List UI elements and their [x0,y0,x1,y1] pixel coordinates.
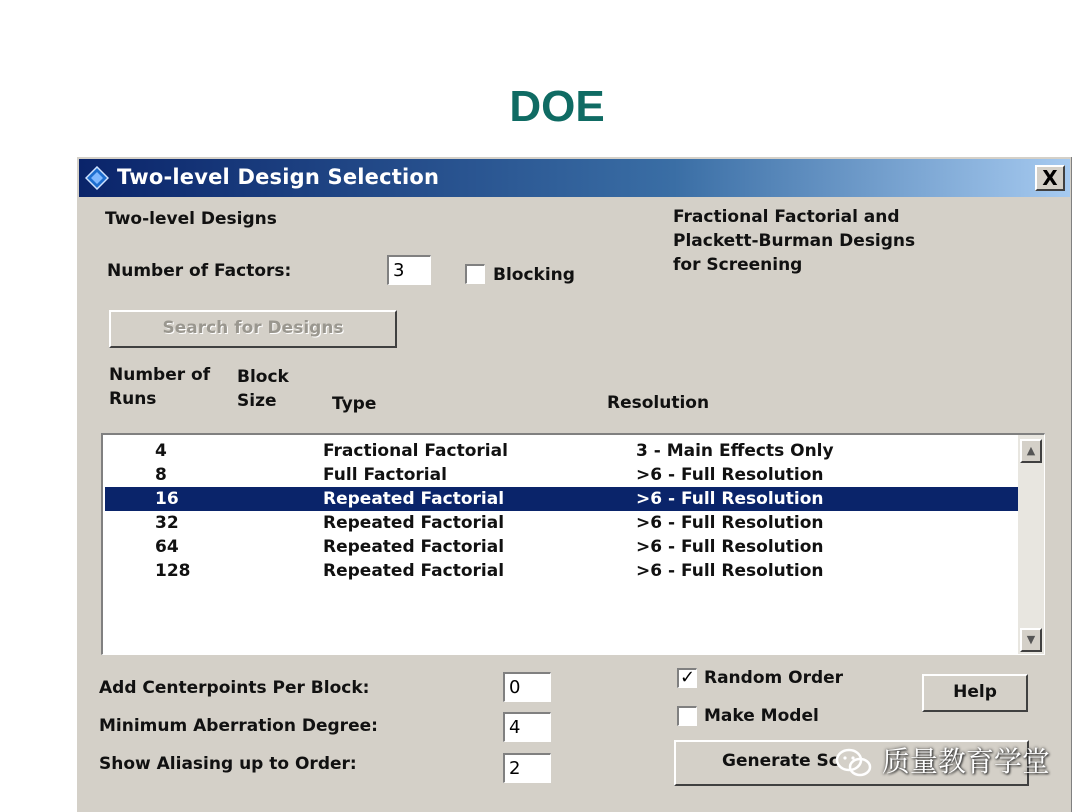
make-model-checkbox[interactable] [677,706,697,726]
slide-title: DOE [509,82,605,131]
design-resolution: >6 - Full Resolution [636,561,824,581]
design-row[interactable] [105,559,1023,583]
info-line-3: for Screening [673,255,803,275]
make-model-label: Make Model [704,706,819,726]
design-runs: 128 [155,561,191,581]
design-row[interactable] [105,535,1023,559]
design-resolution: >6 - Full Resolution [636,537,824,557]
col-runs-line-1: Number of [109,365,211,385]
design-row[interactable] [105,511,1023,535]
col-runs-line-2: Runs [109,389,157,409]
design-type: Repeated Factorial [323,537,505,557]
aberration-label: Minimum Aberration Degree: [99,716,378,736]
col-resolution: Resolution [607,393,710,413]
aliasing-label: Show Aliasing up to Order: [99,754,357,774]
close-button[interactable]: X [1035,165,1065,191]
centerpoints-input[interactable]: 0 [503,672,551,702]
list-scrollbar[interactable] [1018,435,1044,654]
factors-input[interactable]: 3 [387,255,431,285]
design-runs: 8 [155,465,167,485]
design-runs: 64 [155,537,179,557]
design-resolution: >6 - Full Resolution [636,513,824,533]
info-line-1: Fractional Factorial and [673,207,900,227]
design-type: Repeated Factorial [323,561,505,581]
design-resolution: >6 - Full Resolution [636,465,824,485]
design-row[interactable] [105,463,1023,487]
col-block-line-1: Block [237,367,289,387]
blocking-label: Blocking [493,265,575,285]
app-diamond-icon [85,166,109,190]
watermark-text: 质量教育学堂 [881,745,1050,778]
dialog-title: Two-level Design Selection [117,165,440,189]
design-runs: 32 [155,513,179,533]
scroll-down-icon[interactable]: ▼ [1020,628,1042,652]
aberration-input[interactable]: 4 [503,712,551,742]
design-runs: 4 [155,441,167,461]
design-resolution: >6 - Full Resolution [636,489,824,509]
col-type: Type [332,394,377,414]
random-order-label: Random Order [704,668,844,688]
info-line-2: Plackett-Burman Designs [673,231,916,251]
section-label: Two-level Designs [105,209,277,229]
random-order-checkbox[interactable]: ✓ [677,668,697,688]
col-block-line-2: Size [237,391,277,411]
generate-button[interactable]: Generate Sc [674,740,1029,786]
design-runs: 16 [155,489,179,509]
design-row[interactable] [105,439,1023,463]
designs-list[interactable] [101,433,1045,655]
dialog-titlebar[interactable] [79,159,1070,197]
blocking-checkbox[interactable] [465,264,485,284]
search-designs-button[interactable]: Search for Designs [109,310,397,348]
design-resolution: 3 - Main Effects Only [636,441,834,461]
watermark [835,740,1050,780]
factors-label: Number of Factors: [107,261,292,281]
scroll-up-icon[interactable]: ▲ [1020,439,1042,463]
help-button[interactable]: Help [922,674,1028,712]
wechat-icon [835,748,873,778]
design-row-selected[interactable] [105,487,1023,511]
design-type: Full Factorial [323,465,447,485]
design-type: Repeated Factorial [323,513,505,533]
centerpoints-label: Add Centerpoints Per Block: [99,678,370,698]
design-type: Repeated Factorial [323,489,505,509]
design-type: Fractional Factorial [323,441,508,461]
aliasing-input[interactable]: 2 [503,753,551,783]
design-selection-dialog [75,155,1072,812]
